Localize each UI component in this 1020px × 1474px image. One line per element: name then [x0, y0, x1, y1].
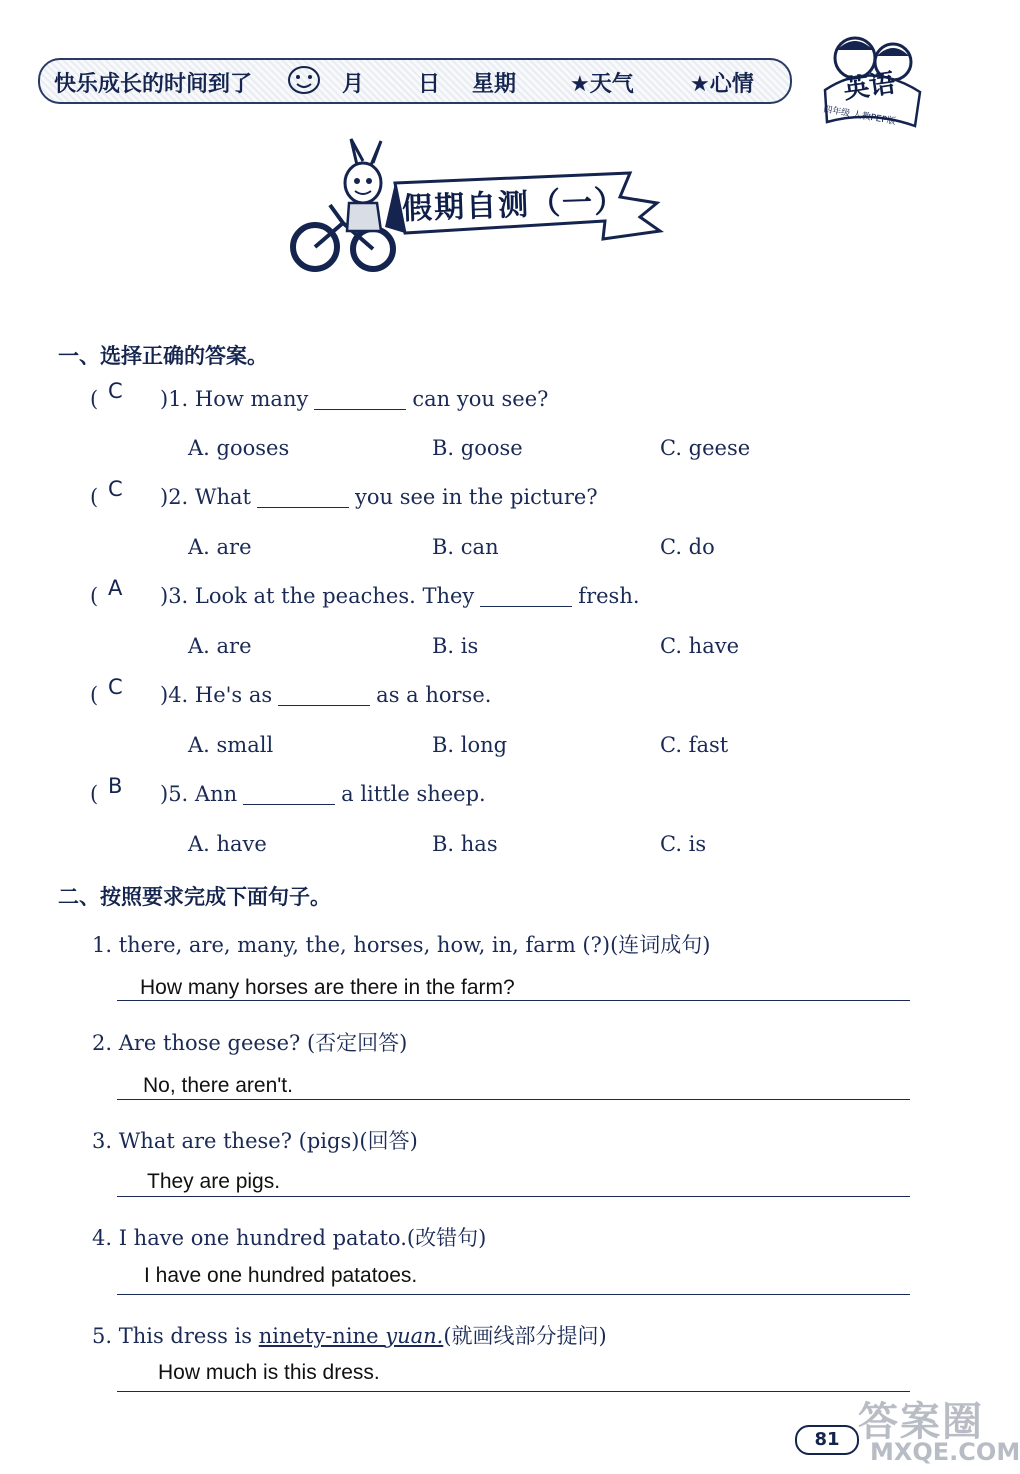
- smiley-icon: [284, 62, 324, 104]
- header-weather: ★天气: [570, 72, 634, 97]
- option-b: B. goose: [432, 436, 523, 460]
- answer-line: [117, 1196, 910, 1197]
- subject-label: 英语: [841, 68, 898, 106]
- option-b: B. long: [432, 733, 508, 757]
- task-1-answer[interactable]: How many horses are there in the farm?: [140, 976, 515, 999]
- option-c: C. fast: [660, 733, 729, 757]
- question-5: ( B )5. Ann a little sheep.: [90, 774, 486, 806]
- option-c: C. geese: [660, 436, 751, 460]
- option-a: A. gooses: [188, 436, 290, 460]
- question-3: ( A )3. Look at the peaches. They fresh.: [90, 576, 640, 608]
- header-month: 月: [342, 72, 365, 97]
- answer-mark[interactable]: B: [108, 774, 123, 798]
- header-banner: [38, 58, 792, 104]
- option-c: C. have: [660, 634, 740, 658]
- answer-blank[interactable]: [314, 388, 406, 410]
- option-b: B. has: [432, 832, 498, 856]
- answer-mark[interactable]: C: [108, 477, 123, 501]
- option-c: C. is: [660, 832, 707, 856]
- task-4-prompt: 4. I have one hundred patato.(改错句): [92, 1226, 487, 1250]
- header-weekday: 星期: [472, 72, 517, 97]
- grade-label: 四年级 人教PEP版: [822, 104, 897, 128]
- answer-mark[interactable]: C: [108, 675, 123, 699]
- watermark-logo: 答案圈 MXQE.COM: [858, 1399, 1020, 1466]
- page-number: 81: [795, 1425, 859, 1455]
- option-a: A. are: [188, 535, 252, 559]
- page-title: 假期自测（一）: [401, 184, 627, 227]
- task-3-answer[interactable]: They are pigs.: [147, 1170, 281, 1193]
- task-5-answer[interactable]: How much is this dress.: [158, 1361, 380, 1384]
- header-slogan: 快乐成长的时间到了: [54, 72, 253, 97]
- subject-badge: [815, 30, 925, 135]
- task-4-answer[interactable]: I have one hundred patatoes.: [144, 1264, 418, 1287]
- option-a: A. are: [188, 634, 252, 658]
- answer-line: [117, 1000, 910, 1001]
- underlined-phrase: ninety-nine yuan.: [258, 1324, 444, 1348]
- header-mood: ★心情: [690, 72, 754, 97]
- question-1: ( C )1. How many can you see?: [90, 379, 549, 411]
- header-day: 日: [418, 72, 441, 97]
- option-a: A. small: [188, 733, 274, 757]
- answer-blank[interactable]: [480, 585, 572, 607]
- option-b: B. is: [432, 634, 479, 658]
- option-c: C. do: [660, 535, 715, 559]
- answer-blank[interactable]: [257, 486, 349, 508]
- answer-blank[interactable]: [278, 684, 370, 706]
- task-1-prompt: 1. there, are, many, the, horses, how, in, farm (?)(连词成句): [92, 933, 711, 957]
- task-5-prompt: 5. This dress is ninety-nine yuan.(就画线部分提问): [92, 1324, 607, 1348]
- answer-line: [117, 1099, 910, 1100]
- answer-line: [117, 1294, 910, 1295]
- answer-line: [117, 1391, 910, 1392]
- task-3-prompt: 3. What are these? (pigs)(回答): [92, 1129, 418, 1153]
- section2-heading: 二、按照要求完成下面句子。: [58, 885, 331, 909]
- section1-heading: 一、选择正确的答案。: [58, 344, 268, 368]
- answer-mark[interactable]: C: [108, 379, 123, 403]
- question-4: ( C )4. He's as as a horse.: [90, 675, 492, 707]
- option-a: A. have: [188, 832, 267, 856]
- question-2: ( C )2. What you see in the picture?: [90, 477, 598, 509]
- task-2-prompt: 2. Are those geese? (否定回答): [92, 1031, 408, 1055]
- answer-blank[interactable]: [243, 783, 335, 805]
- task-2-answer[interactable]: No, there aren't.: [143, 1074, 293, 1097]
- option-b: B. can: [432, 535, 499, 559]
- answer-mark[interactable]: A: [108, 576, 123, 600]
